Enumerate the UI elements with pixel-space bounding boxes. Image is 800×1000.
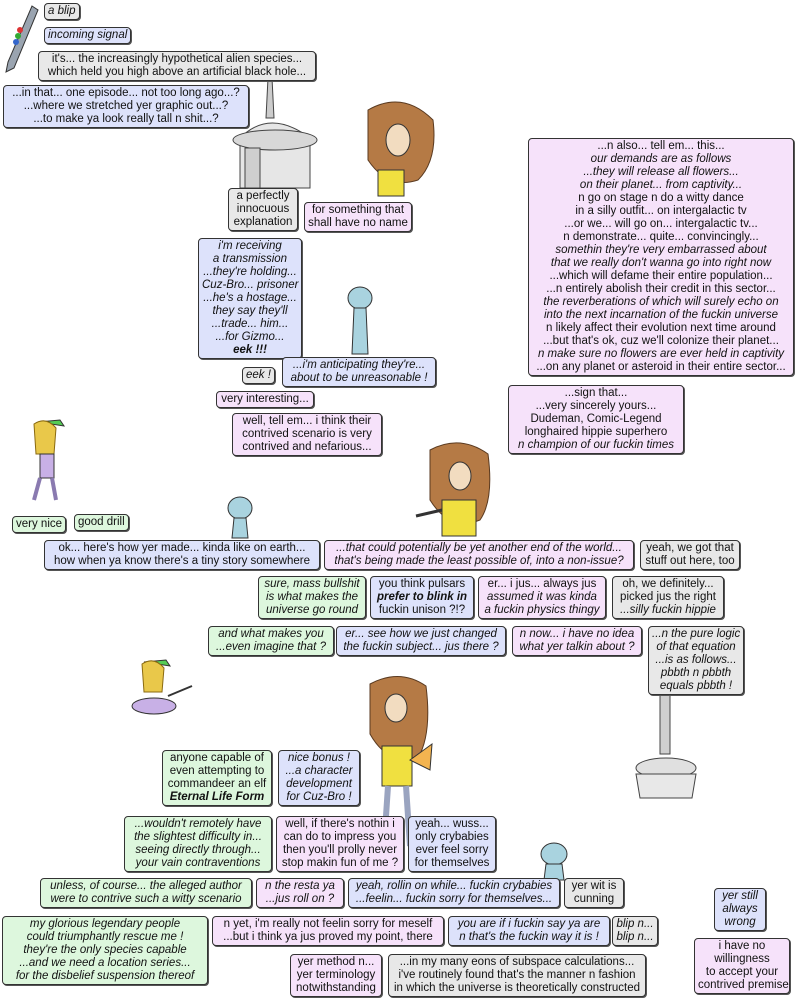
speech-bubble: ...that could potentially be yet another end of the world... that's being made the least possible of, into a non-issue? bbox=[324, 540, 634, 570]
speech-bubble: yeah, we got that stuff out here, too bbox=[640, 540, 740, 570]
speech-bubble: i'm receiving a transmission ...they're holding... Cuz-Bro... prisoner ...he's a hostage... they say they'll ...trade... him... ...for Gizmo... eek !!! bbox=[198, 238, 302, 359]
speech-bubble: yeah, rollin on while... fuckin crybabies ...feelin... fuckin sorry for themselves... bbox=[348, 878, 560, 908]
speech-bubble: a perfectly innocuous explanation bbox=[228, 188, 298, 231]
speech-bubble: very interesting... bbox=[216, 391, 314, 408]
speech-bubble: ...wouldn't remotely have the slightest difficulty in... seeing directly through... your vain contraventions bbox=[124, 816, 272, 872]
speech-bubble: and what makes you ...even imagine that ? bbox=[208, 626, 334, 656]
speech-bubble: ...n also... tell em... this... our demands are as follows ...they will release all flowers... on their planet... from captivity... n go on stage n do a witty dance in a silly outfit... on intergalactic tv ...or we... will go on... intergalactic tv... n demonstrate... quite... convincingly... somethin they're very embarrassed about that we really don't wanna go into right now ...which will defame their entire population... ...n entirely abolish their credit in this sector... the reverberations of which will surely echo on into the next incarnation of the fuckin universe n likely affect their evolution next time around ...but that's ok, cuz we'll colonize their planet... n make sure no flowers are ever held in captivity ...on any planet or asteroid in their entire sector... bbox=[528, 138, 794, 376]
elf-walking-drawing bbox=[20, 414, 76, 506]
speech-bubble: er... i jus... always jus assumed it was kinda a fuckin physics thingy bbox=[478, 576, 606, 619]
speech-bubble: well, if there's nothin i can do to impress you then you'll prolly never stop makin fun of me ? bbox=[276, 816, 404, 872]
speech-bubble: my glorious legendary people could triumphantly rescue me ! they're the only species capable ...and we need a location series... for the disbelief suspension thereof bbox=[2, 916, 208, 985]
speech-bubble: eek ! bbox=[242, 367, 275, 384]
speech-bubble: yer wit is cunning bbox=[564, 878, 624, 908]
speech-bubble: incoming signal bbox=[44, 27, 131, 44]
speech-bubble: a blip bbox=[44, 3, 80, 20]
speech-bubble: sure, mass bullshit is what makes the universe go round bbox=[258, 576, 366, 619]
speech-bubble: for something that shall have no name bbox=[304, 202, 412, 232]
speech-bubble: er... see how we just changed the fuckin subject... jus there ? bbox=[336, 626, 506, 656]
speech-bubble: blip n... blip n... bbox=[612, 916, 658, 946]
alien-drawing bbox=[342, 284, 378, 356]
speech-bubble: you think pulsars prefer to blink in fuckin unison ?!? bbox=[370, 576, 474, 619]
speech-bubble: very nice bbox=[12, 516, 66, 533]
speech-bubble: yeah... wuss... only crybabies ever feel sorry for themselves bbox=[408, 816, 496, 872]
speech-bubble: yer method n... yer terminology notwithstanding bbox=[290, 954, 382, 997]
speech-bubble: ...i'm anticipating they're... about to be unreasonable ! bbox=[282, 357, 436, 387]
elf-floating-drawing bbox=[128, 656, 198, 724]
alien-drawing bbox=[222, 492, 258, 540]
dudeman-pointing-drawing bbox=[410, 440, 500, 538]
alien-drawing bbox=[530, 838, 580, 882]
spaceship-drawing bbox=[2, 2, 42, 74]
speech-bubble: well, tell em... i think their contrived scenario is very contrived and nefarious... bbox=[232, 413, 382, 456]
speech-bubble: n yet, i'm really not feelin sorry for meself ...but i think ya jus proved my point, there bbox=[212, 916, 444, 946]
speech-bubble: nice bonus ! ...a character development for Cuz-Bro ! bbox=[278, 750, 360, 806]
speech-bubble: unless, of course... the alleged author were to contrive such a witty scenario bbox=[40, 878, 252, 908]
speech-bubble: n now... i have no idea what yer talkin about ? bbox=[512, 626, 642, 656]
tower-drawing bbox=[626, 694, 704, 804]
speech-bubble: ...n the pure logic of that equation ...is as follows... pbbth n pbbth equals pbbth ! bbox=[648, 626, 744, 695]
speech-bubble: anyone capable of even attempting to commandeer an elf Eternal Life Form bbox=[162, 750, 272, 806]
speech-bubble: ...sign that... ...very sincerely yours... Dudeman, Comic-Legend longhaired hippie superhero n champion of our fuckin times bbox=[508, 385, 684, 454]
speech-bubble: it's... the increasingly hypothetical alien species... which held you high above an artificial black hole... bbox=[38, 51, 316, 81]
speech-bubble: ...in that... one episode... not too long ago...? ...where we stretched yer graphic out...? ...to make ya look really tall n shit...? bbox=[3, 85, 249, 128]
speech-bubble: good drill bbox=[74, 514, 129, 531]
speech-bubble: ok... here's how yer made... kinda like on earth... how when ya know there's a tiny story somewhere bbox=[44, 540, 320, 570]
speech-bubble: you are if i fuckin say ya are n that's the fuckin way it is ! bbox=[448, 916, 610, 946]
speech-bubble: ...in my many eons of subspace calculations... i've routinely found that's the manner n fashion in which the universe is theoretically constructed bbox=[388, 954, 646, 997]
speech-bubble: yer still always wrong bbox=[714, 888, 766, 931]
speech-bubble: n the resta ya ...jus roll on ? bbox=[256, 878, 344, 908]
speech-bubble: oh, we definitely... picked jus the right ...silly fuckin hippie bbox=[612, 576, 724, 619]
speech-bubble: i have no willingness to accept your contrived premise bbox=[694, 938, 790, 994]
dudeman-head-drawing bbox=[358, 100, 438, 200]
